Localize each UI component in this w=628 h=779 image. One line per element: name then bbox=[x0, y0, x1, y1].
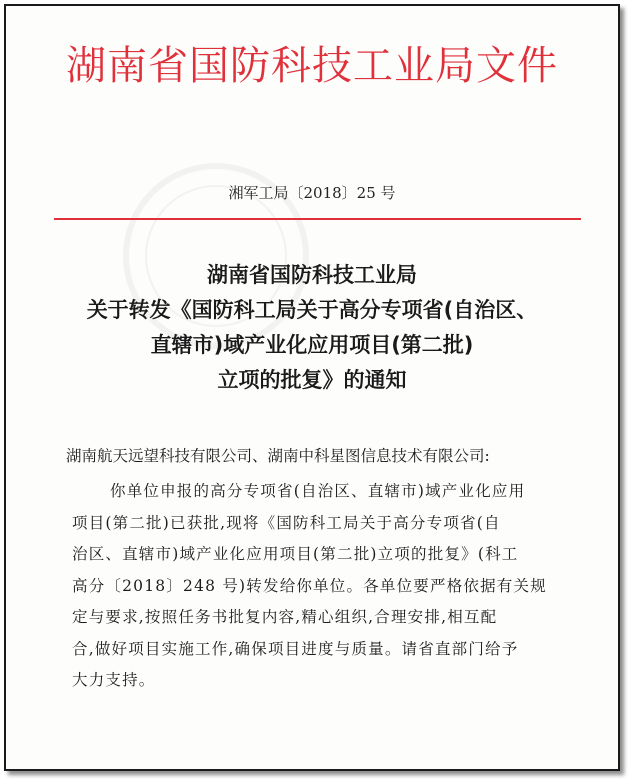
body-line: 定与要求,按照任务书批复内容,精心组织,合理安排,相互配 bbox=[72, 608, 498, 626]
document-header: 湖南省国防科技工业局文件 bbox=[66, 43, 558, 89]
body-line: 治区、直辖市)域产业化应用项目(第二批)立项的批复》(科工 bbox=[72, 545, 519, 563]
addressee-line: 湖南航天远望科技有限公司、湖南中科星图信息技术有限公司: bbox=[66, 447, 490, 465]
body-line: 项目(第二批)已获批,现将《国防科工局关于高分专项省(自 bbox=[72, 513, 501, 532]
body-line: 高分〔2018〕248 号)转发给你单位。各单位要严格依据有关规 bbox=[72, 576, 547, 595]
document-page bbox=[4, 4, 620, 771]
body-line: 合,做好项目实施工作,确保项目进度与质量。请省直部门给予 bbox=[72, 639, 519, 658]
red-divider-line bbox=[54, 218, 581, 220]
title-line: 湖南省国防科技工业局 bbox=[207, 263, 417, 287]
document-number: 湘军工局〔2018〕25 号 bbox=[228, 184, 396, 202]
body-line: 大力支持。 bbox=[72, 671, 156, 689]
title-line: 关于转发《国防科工局关于高分专项省(自治区、 bbox=[86, 298, 538, 322]
title-line: 立项的批复》的通知 bbox=[217, 368, 407, 392]
title-line: 直辖市)域产业化应用项目(第二批) bbox=[150, 333, 474, 357]
document-title bbox=[6, 258, 618, 398]
body-line: 你单位申报的高分专项省(自治区、直辖市)域产业化应用 bbox=[110, 482, 526, 500]
body-text bbox=[72, 476, 582, 697]
